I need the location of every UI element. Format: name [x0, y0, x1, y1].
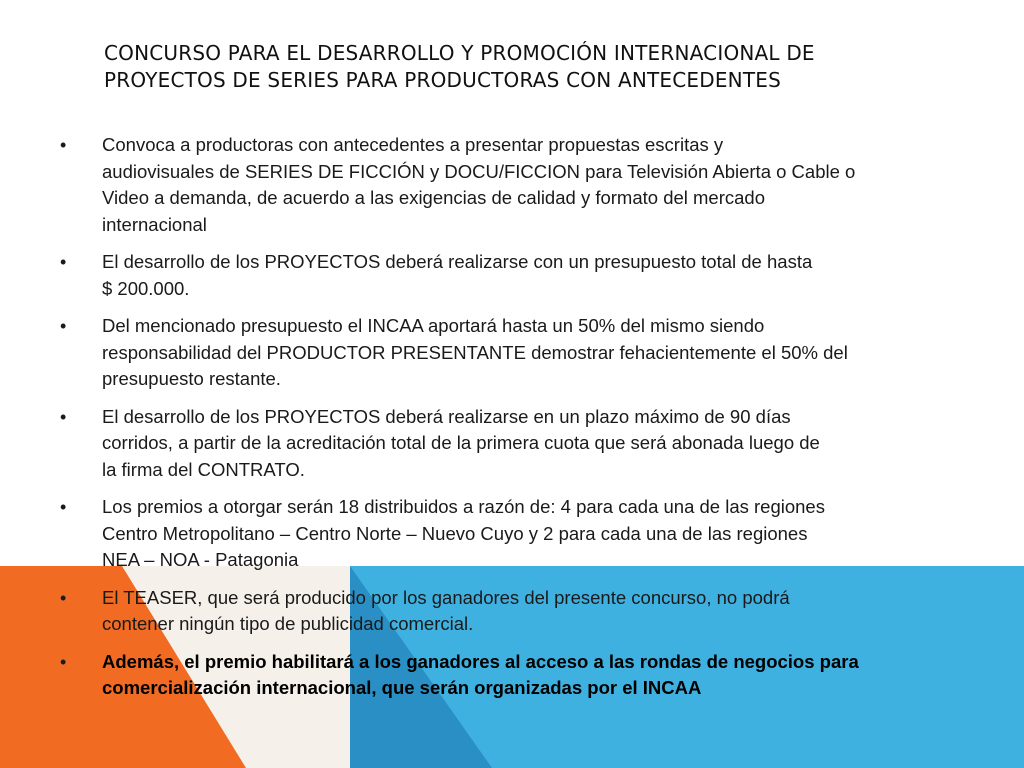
bullet-line: presupuesto restante.	[102, 368, 281, 389]
bullet-line: El TEASER, que será producido por los ganadores del presente concurso, no podrá	[102, 586, 790, 608]
bullet-list	[60, 132, 960, 713]
bullet-line: El desarrollo de los PROYECTOS deberá realizarse con un presupuesto total de hasta	[102, 251, 813, 272]
bullet-line: audiovisuales de SERIES DE FICCIÓN y DOCU/FICCION para Televisión Abierta o Cable o	[102, 160, 856, 182]
bullet-line: corridos, a partir de la acreditación total de la primera cuota que será abonada luego de	[102, 432, 820, 453]
bullet-marker: •	[60, 651, 67, 672]
bullet-line: Del mencionado presupuesto el INCAA aportará hasta un 50% del mismo siendo	[102, 315, 765, 336]
bullet-marker: •	[60, 587, 67, 608]
bullet-item-convocatoria	[60, 132, 960, 238]
bullet-marker: •	[60, 497, 67, 517]
bullet-marker: •	[60, 252, 67, 272]
bullet-line: $ 200.000.	[102, 277, 190, 299]
bullet-line: NEA – NOA - Patagonia	[102, 549, 299, 570]
bullet-line: El desarrollo de los PROYECTOS deberá realizarse en un plazo máximo de 90 días	[102, 405, 791, 427]
bullet-text	[102, 404, 960, 484]
bullet-text	[102, 132, 960, 238]
bullet-marker: •	[60, 135, 67, 155]
bullet-line: Además, el premio habilitará a los ganadores al acceso a las rondas de negocios para	[102, 650, 859, 672]
bullet-line: Los premios a otorgar serán 18 distribuidos a razón de: 4 para cada una de las regiones	[102, 496, 825, 517]
bullet-text	[102, 249, 960, 302]
bullet-line: Convoca a productoras con antecedentes a presentar propuestas escritas y	[102, 134, 724, 155]
bullet-line: responsabilidad del PRODUCTOR PRESENTANTE demostrar fehacientemente el 50% del	[102, 341, 848, 363]
bullet-item-plazo	[60, 404, 960, 484]
slide-title-line: CONCURSO PARA EL DESARROLLO Y PROMOCIÓN INTERNACIONAL DE	[104, 41, 815, 65]
bullet-marker: •	[60, 406, 67, 427]
bullet-line: Centro Metropolitano – Centro Norte – Nuevo Cuyo y 2 para cada una de las regiones	[102, 522, 808, 544]
bullet-item-presupuesto	[60, 249, 960, 302]
bullet-text	[102, 494, 960, 574]
bullet-text	[102, 649, 960, 702]
bullet-text	[102, 585, 960, 638]
bullet-item-teaser	[60, 585, 960, 638]
bullet-line: comercialización internacional, que serán organizadas por el INCAA	[102, 677, 702, 698]
bullet-text	[102, 313, 960, 393]
bullet-item-aporte-incaa	[60, 313, 960, 393]
bullet-line: contener ningún tipo de publicidad comercial.	[102, 613, 474, 634]
bullet-line: la firma del CONTRATO.	[102, 458, 305, 480]
slide-title-line: PROYECTOS DE SERIES PARA PRODUCTORAS CON ANTECEDENTES	[104, 68, 781, 92]
bullet-item-rondas-negocios	[60, 649, 960, 702]
bullet-line: Video a demanda, de acuerdo a las exigencias de calidad y formato del mercado	[102, 187, 765, 208]
bullet-marker: •	[60, 316, 67, 336]
bullet-line: internacional	[102, 213, 207, 235]
bullet-item-premios	[60, 494, 960, 574]
slide-title	[104, 40, 964, 94]
